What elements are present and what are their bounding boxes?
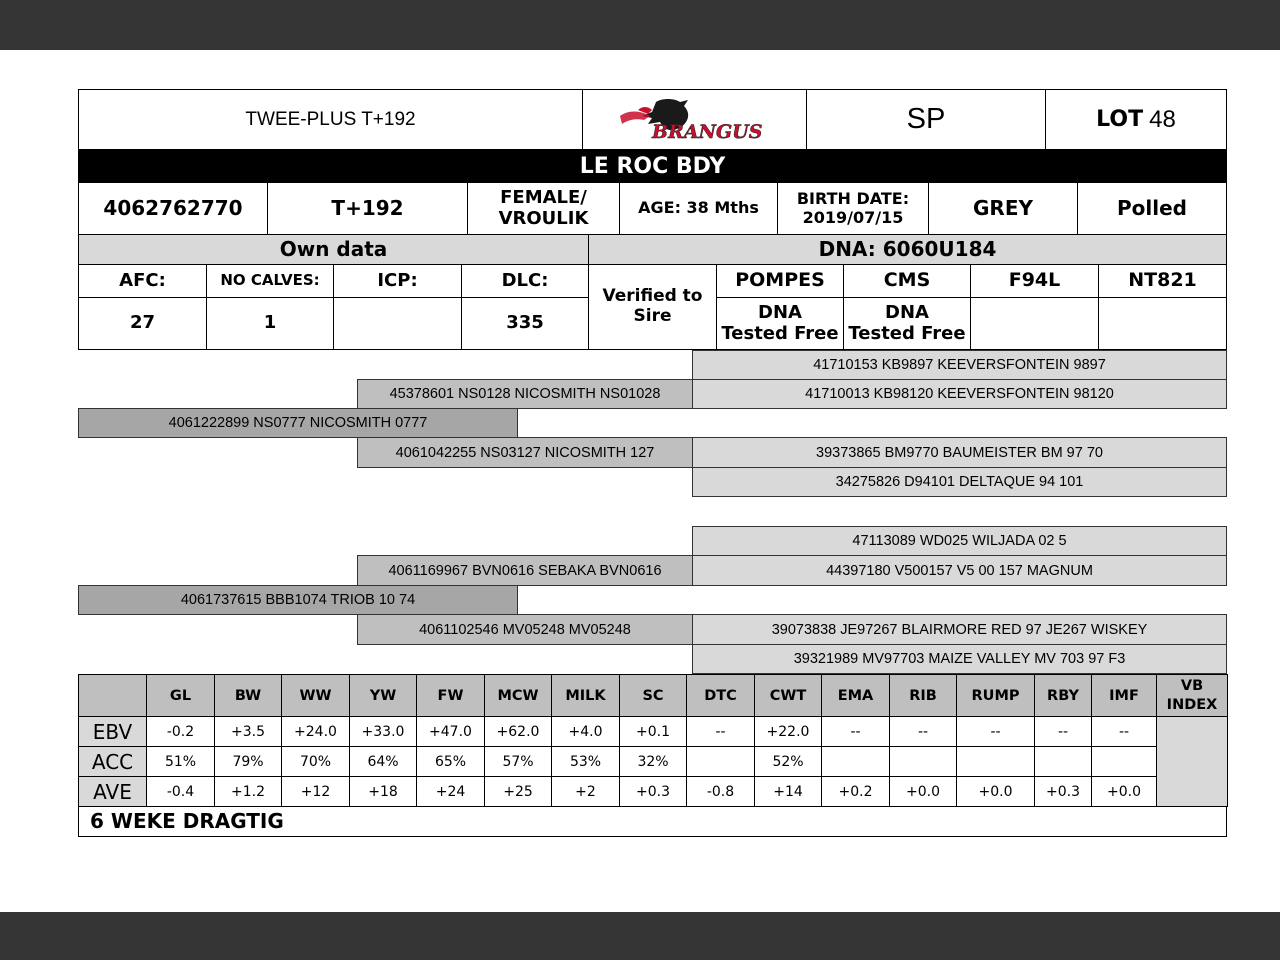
ebv-cell [957,747,1035,777]
verified-line1: Verified to [602,286,703,307]
ebv-cell: +0.3 [1035,777,1092,807]
ebv-cell: -- [890,717,957,747]
ebv-row-ebv [79,717,1228,747]
dna-test-name: POMPES [735,269,825,292]
ebv-column-header: WW [282,675,350,717]
ebv-row-ave [79,777,1228,807]
dna-result-line2: Tested Free [848,322,966,344]
animal-name-bar [78,150,1227,183]
ebv-cell: 53% [552,747,620,777]
ebv-cell: +14 [755,777,822,807]
ebv-cell: +2 [552,777,620,807]
afc-label: AFC: [119,269,166,291]
ebv-cell [687,747,755,777]
birth-date-label: BIRTH DATE: [796,189,910,209]
ebv-cell: 79% [215,747,282,777]
pedigree-text: 34275826 D94101 DELTAQUE 94 101 [835,474,1084,490]
no-calves-value: 1 [263,312,277,334]
ebv-cell: -- [822,717,890,747]
top-frame-bar [0,0,1280,50]
dna-header [588,234,1227,265]
ebv-cell: +33.0 [350,717,417,747]
no-calves-label: NO CALVES: [220,271,320,290]
ebv-column-header: CWT [755,675,822,717]
ebv-cell: 64% [350,747,417,777]
ebv-column-header: MILK [552,675,620,717]
dna-test-name: F94L [1008,269,1061,292]
birth-date-cell [777,182,929,235]
tattoo: T+192 [331,196,404,220]
ebv-cell: 51% [147,747,215,777]
ebv-cell: +62.0 [485,717,552,747]
pedigree-dam-dam [357,614,693,645]
pedigree-text: 45378601 NS0128 NICOSMITH NS01028 [389,386,661,402]
dlc-value-cell [461,297,589,350]
pedigree-dam-sire-dam [692,555,1227,586]
dna-test-name: CMS [883,269,931,292]
pedigree-text: 39073838 JE97267 BLAIRMORE RED 97 JE267 WISKEY [771,621,1148,638]
birth-date: 2019/07/15 [802,207,904,227]
dna-test-nt821-cell [1098,264,1227,298]
id-number: 4062762770 [103,196,243,220]
ebv-cell [1035,747,1092,777]
ebv-cell: +0.2 [822,777,890,807]
dlc-label-cell [461,264,589,298]
ebv-cell: +0.3 [620,777,687,807]
dlc-value: 335 [506,312,544,334]
ebv-column-header: BW [215,675,282,717]
ebv-cell: +4.0 [552,717,620,747]
dna-result-pompes-cell [716,297,844,350]
ebv-column-header: RBY [1035,675,1092,717]
pedigree-text: 4061102546 MV05248 MV05248 [419,621,631,638]
ebv-column-header: FW [417,675,485,717]
ebv-cell: -0.2 [147,717,215,747]
lot-cell [1045,89,1227,150]
ebv-cell: +0.0 [1092,777,1157,807]
pedigree-text: 39321989 MV97703 MAIZE VALLEY MV 703 97 F3 [793,651,1126,667]
ebv-cell: 52% [755,747,822,777]
afc-value-cell [78,297,207,350]
pedigree-sire-sire-sire [692,350,1227,380]
ebv-row-label: ACC [79,747,147,777]
pedigree-sire-sire-dam [692,379,1227,409]
ebv-cell [822,747,890,777]
tattoo-cell [267,182,468,235]
icp-label: ICP: [377,269,418,291]
pedigree-dam-dam-dam [692,644,1227,674]
bottom-frame-bar [0,912,1280,960]
ebv-column-header: GL [147,675,215,717]
vb-index-line2: INDEX [1166,696,1218,713]
pedigree-sire-dam-dam [692,467,1227,497]
pedigree-text: 4061737615 BBB1074 TRIOB 10 74 [180,592,416,608]
grade: SP [906,102,946,135]
pedigree-dam [78,585,518,615]
ebv-cell [890,747,957,777]
dna-test-pompes-cell [716,264,844,298]
afc-label-cell [78,264,207,298]
icp-value-cell [333,297,462,350]
pedigree-dam-dam-sire [692,614,1227,645]
ebv-cell: -- [687,717,755,747]
dna-result-line2: Tested Free [721,322,839,344]
no-calves-value-cell [206,297,334,350]
ebv-cell: 32% [620,747,687,777]
dna-result-line1: DNA [758,301,802,323]
dlc-label: DLC: [501,269,549,291]
ebv-corner-cell [79,675,147,717]
dna-result-nt821-cell [1098,297,1227,350]
dna-test-cms-cell [843,264,971,298]
horn-status: Polled [1117,196,1187,220]
pedigree-text: 4061169967 BVN0616 SEBAKA BVN0616 [388,562,662,579]
age-cell [619,182,778,235]
ebv-column-header: MCW [485,675,552,717]
id-number-cell [78,182,268,235]
vb-index-value [1157,717,1228,807]
dna-result-line1: DNA [885,301,929,323]
dna-result-f94l-cell [970,297,1099,350]
verified-line2: Sire [633,306,672,326]
ebv-cell: -- [957,717,1035,747]
colour: GREY [973,196,1033,220]
pedigree-text: 41710013 KB98120 KEEVERSFONTEIN 98120 [805,386,1114,402]
pedigree-dam-sire-sire [692,526,1227,556]
ebv-cell: +0.0 [957,777,1035,807]
age: AGE: 38 Mths [638,198,759,218]
brangus-logo [618,96,768,142]
ebv-header-row [79,675,1228,717]
breeder-code-cell [78,89,583,150]
ebv-cell: -- [1035,717,1092,747]
pedigree-dam-sire [357,555,693,586]
dna-test-name: NT821 [1128,269,1197,292]
ebv-cell: +25 [485,777,552,807]
ebv-cell: +0.1 [620,717,687,747]
note-text: 6 WEKE DRAGTIG [90,809,284,833]
breeder-code: TWEE-PLUS T+192 [245,108,416,130]
vb-index-line1: VB [1180,678,1204,695]
ebv-cell: -0.4 [147,777,215,807]
icp-label-cell [333,264,462,298]
verified-to-sire-cell [588,264,717,350]
ebv-cell: 70% [282,747,350,777]
ebv-row-label: AVE [79,777,147,807]
ebv-cell: +47.0 [417,717,485,747]
lot-label: LOT [1096,106,1144,132]
own-data-title: Own data [279,237,388,261]
pedigree-text: 4061222899 NS0777 NICOSMITH 0777 [168,415,428,431]
ebv-cell: +1.2 [215,777,282,807]
pedigree-text: 44397180 V500157 V5 00 157 MAGNUM [826,562,1093,579]
pedigree-text: 41710153 KB9897 KEEVERSFONTEIN 9897 [813,357,1106,373]
dna-test-f94l-cell [970,264,1099,298]
pedigree-sire-dam-sire [692,437,1227,468]
colour-cell [928,182,1078,235]
pedigree-sire-sire [357,379,693,409]
grade-cell [806,89,1046,150]
ebv-cell: +24.0 [282,717,350,747]
ebv-column-header: DTC [687,675,755,717]
ebv-cell [1092,747,1157,777]
ebv-cell: -- [1092,717,1157,747]
ebv-cell: +12 [282,777,350,807]
no-calves-label-cell [206,264,334,298]
afc-value: 27 [129,312,156,334]
sex-line1: FEMALE/ [500,186,587,208]
ebv-column-header: SC [620,675,687,717]
animal-name: LE ROC BDY [579,153,726,179]
ebv-row-acc [79,747,1228,777]
ebv-table [78,674,1228,807]
pedigree-text: 47113089 WD025 WILJADA 02 5 [852,533,1067,549]
pedigree-text: 4061042255 NS03127 NICOSMITH 127 [395,444,655,461]
ebv-cell: +24 [417,777,485,807]
ebv-cell: +0.0 [890,777,957,807]
brangus-logo-text: BRANGUS [652,121,763,142]
ebv-column-header: RIB [890,675,957,717]
lot-number: 48 [1149,105,1176,133]
own-data-header [78,234,589,265]
sex-cell [467,182,620,235]
dna-title: DNA: 6060U184 [818,237,997,261]
ebv-cell: 65% [417,747,485,777]
ebv-cell: 57% [485,747,552,777]
ebv-column-header: IMF [1092,675,1157,717]
dna-result-cms-cell [843,297,971,350]
note-cell [78,806,1227,837]
ebv-cell: +18 [350,777,417,807]
vb-index-header [1157,675,1228,717]
ebv-column-header: EMA [822,675,890,717]
pedigree-sire-dam [357,437,693,468]
ebv-column-header: YW [350,675,417,717]
sex-line2: VROULIK [498,207,589,229]
ebv-cell: +22.0 [755,717,822,747]
ebv-row-label: EBV [79,717,147,747]
ebv-cell: -0.8 [687,777,755,807]
horn-status-cell [1077,182,1227,235]
pedigree-sire [78,408,518,438]
ebv-cell: +3.5 [215,717,282,747]
ebv-column-header: RUMP [957,675,1035,717]
pedigree-text: 39373865 BM9770 BAUMEISTER BM 97 70 [816,444,1103,461]
